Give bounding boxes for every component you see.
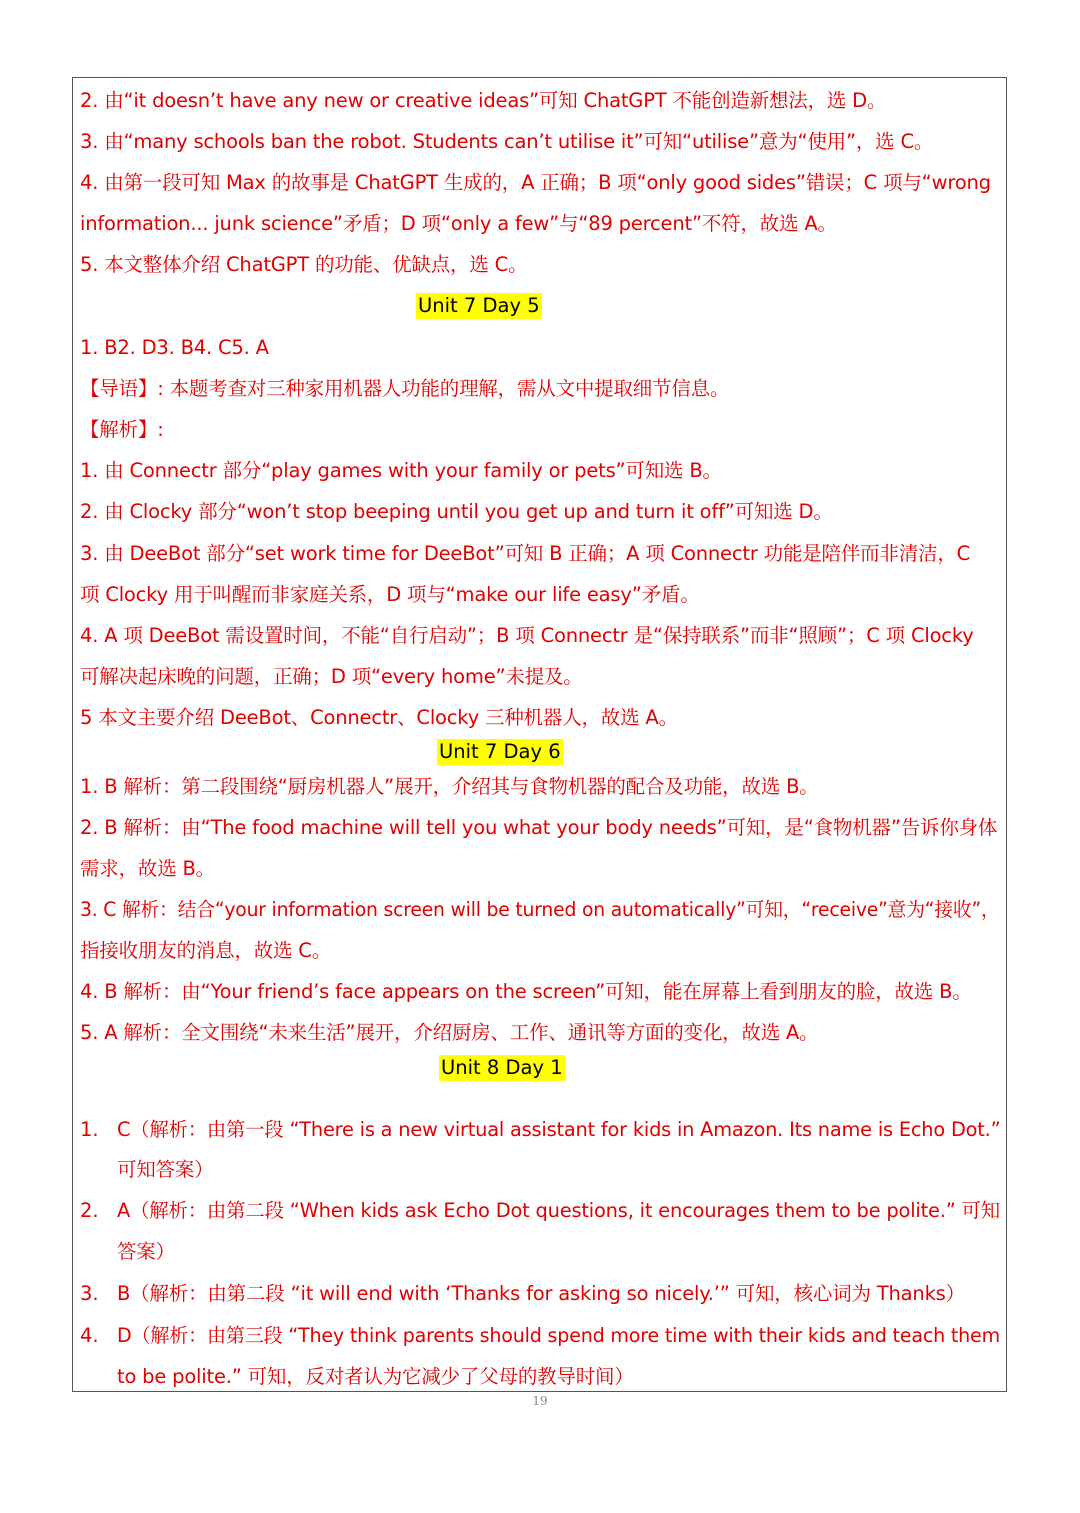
item-number: 1. — [80, 1118, 99, 1141]
answer-line: 需求，故选 B。 — [80, 857, 215, 880]
answer-line: 5. 本文整体介绍 ChatGPT 的功能、优缺点，选 C。 — [80, 253, 528, 276]
answer-line: 1. 由 Connectr 部分“play games with your family or pets”可知选 B。 — [80, 459, 722, 482]
answer-line: A（解析：由第二段 “When kids ask Echo Dot questions, it encourages them to be polite.” 可知 — [117, 1199, 1000, 1222]
answer-line: information... junk science”矛盾；D 项“only a few”与“89 percent”不符，故选 A。 — [80, 212, 837, 235]
answer-line: 1. B 解析：第二段围绕“厨房机器人”展开，介绍其与食物机器的配合及功能，故选 B。 — [80, 775, 819, 798]
answer-line: D（解析：由第三段 “They think parents should spend more time with their kids and teach them — [117, 1324, 1000, 1347]
section-heading-unit8-day1: Unit 8 Day 1 — [441, 1056, 563, 1079]
answer-line: 可知答案） — [117, 1158, 214, 1181]
answer-line: 4. A 项 DeeBot 需设置时间，不能“自行启动”；B 项 Connectr 是“保持联系”而非“照顾”；C 项 Clocky — [80, 624, 974, 647]
answer-line: 可解决起床晚的问题，正确；D 项“every home”未提及。 — [80, 665, 583, 688]
answer-line: 5. A 解析：全文围绕“未来生活”展开，介绍厨房、工作、通讯等方面的变化，故选 A。 — [80, 1021, 819, 1044]
answer-line: 3. C 解析：结合“your information screen will be turned on automatically”可知，“receive”意为“接收”， — [80, 898, 1000, 921]
answer-line: 2. 由“it doesn’t have any new or creative ideas”可知 ChatGPT 不能创造新想法，选 D。 — [80, 89, 887, 112]
section-heading-unit7-day5: Unit 7 Day 5 — [418, 294, 540, 317]
answer-line: 3. 由 DeeBot 部分“set work time for DeeBot”可知 B 正确；A 项 Connectr 功能是陪伴而非清洁，C — [80, 542, 971, 565]
item-number: 2. — [80, 1199, 99, 1222]
answer-line: 指接收朋友的消息，故选 C。 — [80, 939, 332, 962]
answer-line: B（解析：由第二段 “it will end with ‘Thanks for asking so nicely.’” 可知，核心词为 Thanks） — [117, 1282, 965, 1305]
item-number: 4. — [80, 1324, 99, 1347]
answer-line: 2. 由 Clocky 部分“won’t stop beeping until you get up and turn it off”可知选 D。 — [80, 500, 833, 523]
item-number: 3. — [80, 1282, 99, 1305]
intro-line: 【导语】: 本题考查对三种家用机器人功能的理解，需从文中提取细节信息。 — [80, 377, 730, 400]
answer-line: 4. B 解析：由“Your friend’s face appears on the screen”可知，能在屏幕上看到朋友的脸，故选 B。 — [80, 980, 972, 1003]
answer-line: to be polite.” 可知，反对者认为它减少了父母的教导时间） — [117, 1365, 634, 1388]
answer-line: 4. 由第一段可知 Max 的故事是 ChatGPT 生成的，A 正确；B 项“only good sides”错误；C 项与“wrong — [80, 171, 991, 194]
answer-key-line: 1. B2. D3. B4. C5. A — [80, 336, 269, 359]
answer-line: 2. B 解析：由“The food machine will tell you what your body needs”可知，是“食物机器”告诉你身体 — [80, 816, 998, 839]
section-heading-unit7-day6: Unit 7 Day 6 — [439, 740, 561, 763]
answer-line: 答案） — [117, 1240, 175, 1263]
answer-line: 3. 由“many schools ban the robot. Students can’t utilise it”可知“utilise”意为“使用”，选 C。 — [80, 130, 934, 153]
page-number: 19 — [532, 1394, 548, 1408]
answer-line: 5 本文主要介绍 DeeBot、Connectr、Clocky 三种机器人，故选 A。 — [80, 706, 678, 729]
analysis-label: 【解析】: — [80, 418, 164, 441]
answer-line: C（解析：由第一段 “There is a new virtual assistant for kids in Amazon. Its name is Echo Dot.” — [117, 1118, 1001, 1141]
answer-line: 项 Clocky 用于叫醒而非家庭关系，D 项与“make our life easy”矛盾。 — [80, 583, 700, 606]
